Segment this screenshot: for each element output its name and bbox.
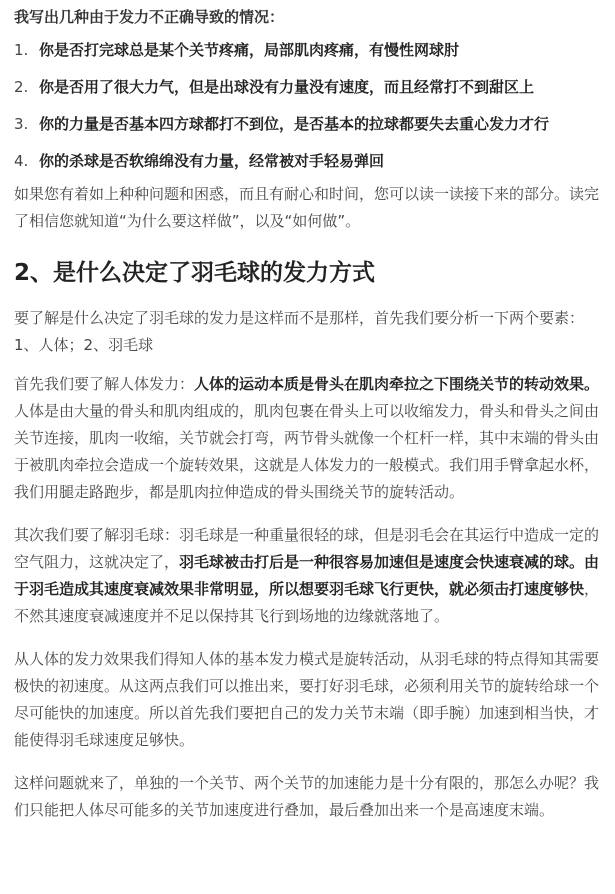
list-item-text: 你的杀球是否软绵绵没有力量，经常被对手轻易弹回 <box>39 151 385 170</box>
list-item <box>14 105 605 142</box>
shuttle-rest-text: ，不然其速度衰减速度并不足以保持其飞行到场地的边缘就落地了。 <box>14 580 600 625</box>
factors-paragraph: 要了解是什么决定了羽毛球的发力是这样而不是那样，首先我们要分析一下两个要素：1、人体；2、羽毛球 <box>14 309 585 354</box>
problem-paragraph: 如果您有着如上种种问题和困惑，而且有耐心和时间，您可以读一读接下来的部分。读完了相信您就知道“为什么要这样做”，以及“如何做”。 <box>14 185 600 230</box>
shuttle-key-point: 羽毛球被击打后是一种很容易加速但是速度会快速衰减的球。由于羽毛造成其速度衰减效果非常明显，所以想要羽毛球飞行更快，就必须击打速度够快 <box>14 553 600 598</box>
conclusion-paragraph: 从人体的发力效果我们得知人体的基本发力模式是旋转活动，从羽毛球的特点得知其需要极快的初速度。从这两点我们可以推出来，要打好羽毛球，必须利用关节的旋转给球一个尽可能快的加速度。所以首先我们要把自己的发力关节末端（即手腕）加速到相当快，才能使得羽毛球速度足够快。 <box>14 650 600 749</box>
next-paragraph: 这样问题就来了，单独的一个关节、两个关节的加速能力是十分有限的，那怎么办呢？我们只能把人体尽可能多的关节加速度进行叠加，最后叠加出来一个是高速度末端。 <box>14 774 600 819</box>
body-key-point: 人体的运动本质是骨头在肌肉牵拉之下围绕关节的转动效果。 <box>194 375 600 393</box>
section-heading: 2、是什么决定了羽毛球的发力方式 <box>14 260 376 286</box>
body-mechanics-paragraph <box>14 371 605 506</box>
list-number: 4. <box>14 151 29 170</box>
body-rest-text: 人体是由大量的骨头和肌肉组成的，肌肉包裹在骨头上可以收缩发力，骨头和骨头之间由关节连接，肌肉一收缩，关节就会打弯，两节骨头就像一个杠杆一样，其中末端的骨头由于被肌肉牵拉会造成一个旋转效果，这就是人体发力的一般模式。我们用手臂拿起水杯，我们用腿走路跑步，都是肌肉拉伸造成的骨头围绕关节的旋转活动。 <box>14 402 600 501</box>
list-item <box>14 142 605 179</box>
intro-text: 我写出几种由于发力不正确导致的情况： <box>14 8 285 26</box>
shuttlecock-paragraph <box>14 522 605 630</box>
list-number: 1. <box>14 40 29 59</box>
list-item-text: 你是否打完球总是某个关节疼痛，局部肌肉疼痛，有慢性网球肘 <box>39 40 460 59</box>
list-item-text: 你的力量是否基本四方球都打不到位，是否基本的拉球都要失去重心发力才行 <box>39 114 550 133</box>
list-item-text: 你是否用了很大力气，但是出球没有力量没有速度，而且经常打不到甜区上 <box>39 77 535 96</box>
issue-list <box>14 31 605 179</box>
list-number: 3. <box>14 114 29 133</box>
body-lead-text: 首先我们要了解人体发力： <box>14 375 195 393</box>
shuttle-lead-text: 其次我们要了解羽毛球：羽毛球是一种重量很轻的球，但是羽毛会在其运行中造成一定的空气阻力，这就决定了， <box>14 526 600 571</box>
list-item <box>14 68 605 105</box>
list-item <box>14 31 605 68</box>
list-number: 2. <box>14 77 29 96</box>
